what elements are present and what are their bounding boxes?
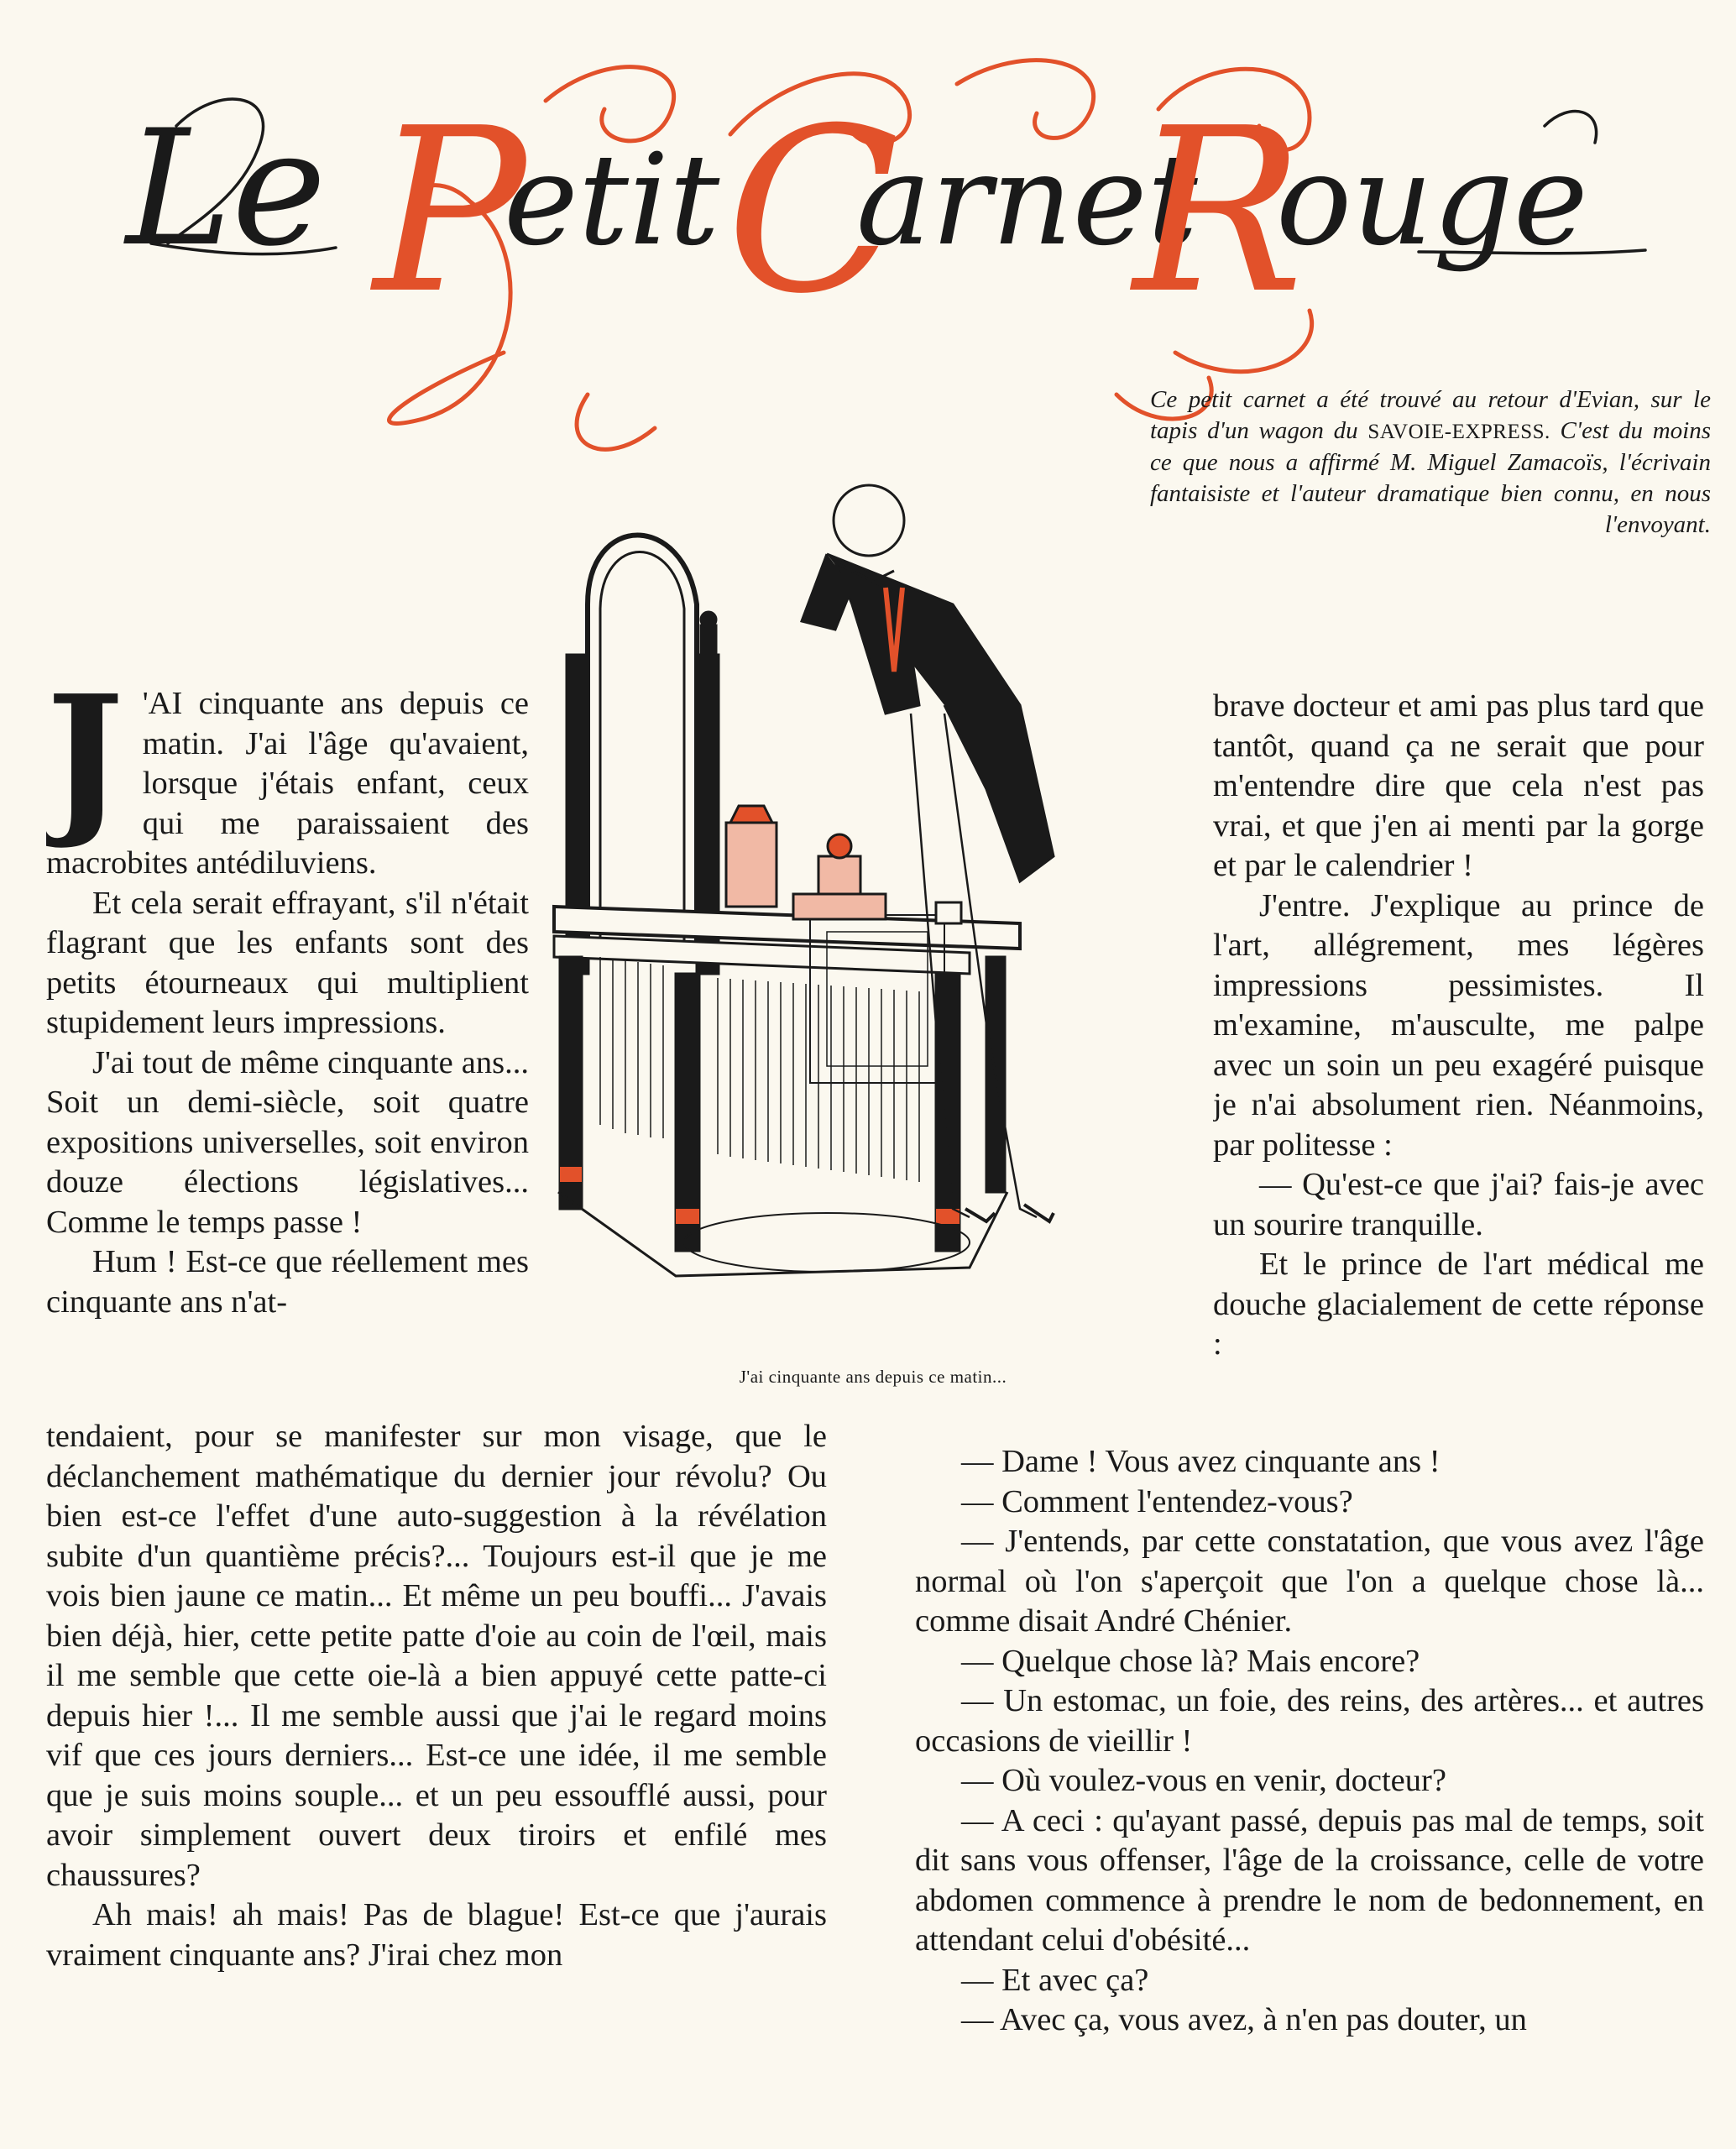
dialogue-line: — Dame ! Vous avez cinquante ans ! bbox=[961, 1444, 1441, 1479]
title-cap-p: P bbox=[374, 79, 526, 343]
title-word-carnet: arnet bbox=[856, 128, 1198, 274]
intro-part1: Ce petit carnet a été trouvé au retour d'Evian, sur le tapis d'un wagon du bbox=[1150, 386, 1711, 444]
paragraph: Et le prince de l'art médical me douche glacialement de cette réponse : bbox=[1213, 1247, 1704, 1362]
illustration-caption: J'ai cinquante ans depuis ce matin... bbox=[739, 1367, 1007, 1387]
column-bottom-left bbox=[46, 1417, 827, 2105]
dialogue-line: — Quelque chose là? Mais encore? bbox=[961, 1643, 1420, 1679]
column-bottom-right bbox=[915, 1442, 1704, 2114]
intro-note bbox=[1150, 384, 1711, 541]
title-word-le: Le bbox=[126, 96, 327, 281]
paragraph: tendaient, pour se manifester sur mon visage, que le déclanchement mathématique du dernier jour révolu? Ou bien est-ce l'effet d'une auto-suggestion à la révélation subite d'un quantième précis?... Toujours est-il que je me vois bien jaune ce matin... Et même un peu bouffi... J'avais bien déjà, hier, cette petite patte d'oie au coin de l'œil, mais il me semble que cette oie-là a bien appuyé cette patte-ci depuis hier !... Il me semble aussi que j'ai le regard moins vif que ces jours derniers... Est-ce une idée, il me semble que je suis moins souple... et un peu essoufflé aussi, pour avoir simplement ouvert deux tiroirs et enfilé mes chaussures? bbox=[46, 1419, 827, 1893]
column-top-right bbox=[1213, 687, 1704, 1442]
paragraph: J'ai tout de même cinquante ans... Soit un demi-siècle, soit quatre expositions universelles, soit environ douze élections législatives... Comme le temps passe ! bbox=[46, 1044, 529, 1240]
paragraph: Hum ! Est-ce que réellement mes cinquante ans n'at- bbox=[46, 1244, 529, 1320]
dialogue-line: — Et avec ça? bbox=[961, 1962, 1149, 1998]
dialogue-line: — J'entends, par cette constatation, que vous avez l'âge normal où l'on s'aperçoit que l'on a quelque chose là... comme disait André Chénier. bbox=[915, 1524, 1704, 1639]
drop-cap: J bbox=[46, 684, 124, 853]
dialogue-line: — Avec ça, vous avez, à n'en pas douter, un bbox=[961, 2002, 1527, 2037]
title-cap-c: C bbox=[726, 79, 900, 343]
paragraph: Et cela serait effrayant, s'il n'était flagrant que les enfants sont des petits étourneaux qui multiplient stupidement leurs impressions. bbox=[46, 885, 529, 1040]
illustration-man-at-dressing-table bbox=[550, 437, 1129, 1310]
title-cap-r: R bbox=[1133, 79, 1305, 343]
title-word-petit: etit bbox=[504, 128, 720, 274]
paragraph: — Qu'est-ce que j'ai? fais-je avec un sourire tranquille. bbox=[1213, 1167, 1704, 1242]
paragraph-text: 'AI cinquante ans depuis ce matin. J'ai l'âge qu'avaient, lorsque j'étais enfant, ceux qui me paraissaient des macrobites antédiluviens. bbox=[46, 686, 529, 881]
column-top-left bbox=[46, 684, 529, 1423]
intro-train-name: SAVOIE-EXPRESS. bbox=[1367, 421, 1550, 443]
paragraph bbox=[46, 684, 529, 884]
paragraph: J'entre. J'explique au prince de l'art, allégrement, mes légères impressions pessimistes. Il m'examine, m'ausculte, me palpe avec un soin un peu exagéré puisque je n'ai absolument rien. Néanmoins, par politesse : bbox=[1213, 887, 1704, 1163]
paragraph: brave docteur et ami pas plus tard que tantôt, quand ça ne serait que pour m'entendre dire que cela n'est pas vrai, et que j'en ai menti par la gorge et par le calendrier ! bbox=[1213, 688, 1704, 883]
dialogue-line: — Un estomac, un foie, des reins, des artères... et autres occasions de vieillir ! bbox=[915, 1683, 1704, 1759]
paragraph: Ah mais! ah mais! Pas de blague! Est-ce que j'aurais vraiment cinquante ans? J'irai chez mon bbox=[46, 1897, 827, 1973]
title-word-rouge: ouge bbox=[1276, 128, 1588, 274]
dialogue-line: — A ceci : qu'ayant passé, depuis pas mal de temps, soit dit sans vous offenser, l'âge de la croissance, celle de votre abdomen commence à prendre le nom de bedonnement, en attendant celui d'obésité... bbox=[915, 1802, 1704, 1958]
dialogue-line: — Où voulez-vous en venir, docteur? bbox=[961, 1763, 1446, 1798]
intro-part2: C'est du moins ce que nous a affirmé M. Miguel Zamacoïs, l'écrivain fantaisiste et l'auteur dramatique bien connu, en nous l'envoyant. bbox=[1150, 417, 1712, 538]
dialogue-line: — Comment l'entendez-vous? bbox=[961, 1483, 1353, 1519]
